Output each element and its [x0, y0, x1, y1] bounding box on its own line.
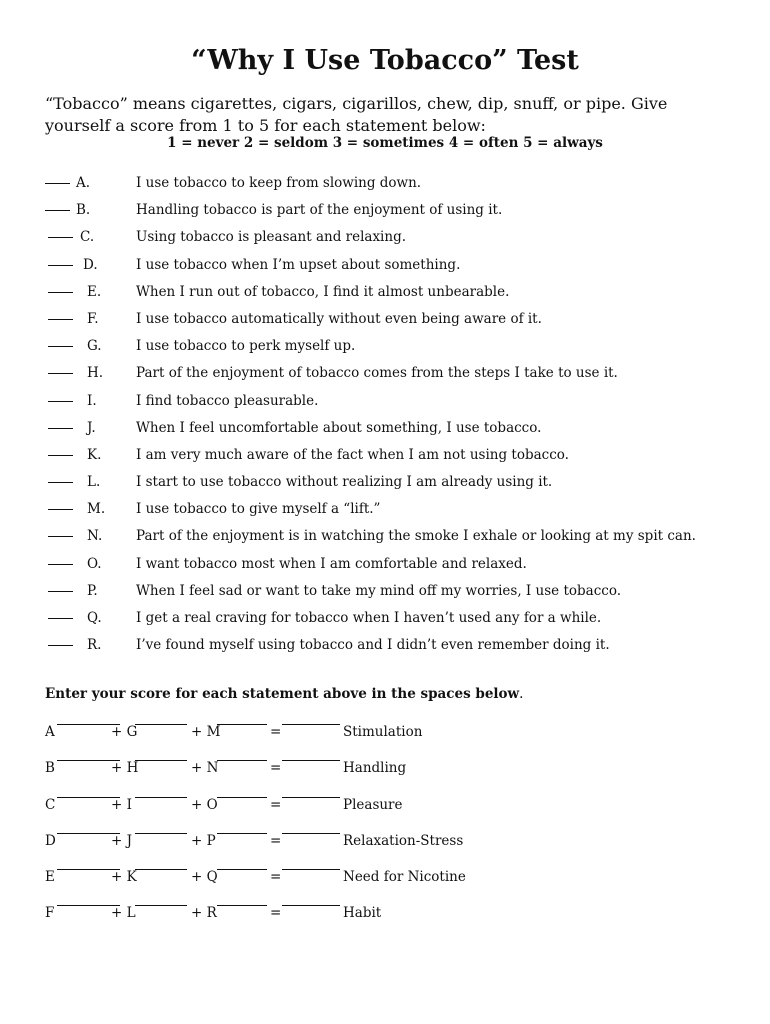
statement-text: Handling tobacco is part of the enjoyment of using it. — [136, 202, 503, 219]
score-plus-3: + N — [191, 760, 219, 777]
statement-text: Part of the enjoyment of tobacco comes from the steps I take to use it. — [136, 365, 618, 382]
score-line[interactable] — [217, 869, 267, 870]
statement-letter: A. — [76, 175, 91, 191]
enter-instruction-period: . — [519, 686, 524, 702]
score-letter: E — [45, 869, 55, 886]
score-letter: C — [45, 796, 56, 813]
page-title: “Why I Use Tobacco” Test — [191, 45, 579, 76]
statement-list — [0, 172, 770, 661]
score-plus-2: + G — [111, 724, 138, 740]
score-blank[interactable] — [48, 346, 73, 347]
statement-text: Part of the enjoyment is in watching the smoke I exhale or looking at my spit can. — [136, 528, 696, 545]
score-plus-3: + Q — [191, 869, 218, 886]
statement-text: When I feel sad or want to take my mind off my worries, I use tobacco. — [136, 582, 622, 599]
statement-row — [0, 199, 770, 226]
statement-letter: E. — [87, 283, 102, 300]
score-line[interactable] — [135, 869, 187, 870]
statement-letter: F. — [87, 310, 99, 327]
statement-text: I use tobacco automatically without even being aware of it. — [136, 310, 542, 327]
score-row — [45, 867, 745, 903]
statement-text: I use tobacco to perk myself up. — [136, 338, 356, 355]
score-equals: = — [270, 796, 282, 813]
statement-row — [0, 471, 770, 498]
statement-row — [0, 362, 770, 389]
score-plus-2: + I — [111, 796, 132, 813]
score-equals: = — [270, 724, 282, 740]
total-line[interactable] — [282, 797, 340, 798]
score-blank[interactable] — [45, 183, 70, 184]
statement-letter: R. — [87, 637, 102, 654]
score-scale: 1 = never 2 = seldom 3 = sometimes 4 = often 5 = always — [167, 135, 603, 151]
score-plus-2: + L — [111, 905, 136, 922]
total-line[interactable] — [282, 760, 340, 761]
category-label: Pleasure — [343, 796, 403, 813]
intro-text: “Tobacco” means cigarettes, cigars, cigarillos, chew, dip, snuff, or pipe. Give yourself a score from 1 to 5 for each statement below: — [45, 94, 668, 135]
statement-letter: C. — [80, 229, 95, 246]
score-blank[interactable] — [48, 618, 73, 619]
score-equals: = — [270, 869, 282, 886]
score-row — [45, 903, 745, 939]
score-plus-3: + O — [191, 796, 218, 813]
score-letter: D — [45, 832, 56, 849]
score-plus-3: + P — [191, 832, 216, 849]
statement-row — [0, 417, 770, 444]
statement-row — [0, 525, 770, 552]
score-blank[interactable] — [48, 401, 73, 402]
score-letter: F — [45, 905, 55, 922]
statement-text: I am very much aware of the fact when I am not using tobacco. — [136, 446, 569, 463]
score-blank[interactable] — [48, 237, 73, 238]
statement-text: I use tobacco when I’m upset about something. — [136, 256, 461, 273]
score-row — [45, 722, 745, 758]
statement-letter: B. — [76, 202, 91, 219]
statement-row — [0, 634, 770, 661]
statement-row — [0, 498, 770, 525]
statement-letter: O. — [87, 555, 102, 572]
score-line[interactable] — [135, 797, 187, 798]
statement-text: When I feel uncomfortable about something, I use tobacco. — [136, 419, 542, 436]
enter-instruction-text: Enter your score for each statement above in the spaces below — [45, 686, 520, 702]
score-line[interactable] — [217, 905, 267, 906]
score-row — [45, 795, 745, 831]
statement-letter: M. — [87, 501, 106, 518]
statement-letter: N. — [87, 528, 103, 545]
score-equals: = — [270, 760, 282, 777]
score-plus-2: + H — [111, 760, 139, 777]
category-label: Handling — [343, 760, 407, 777]
total-line[interactable] — [282, 833, 340, 834]
statement-text: When I run out of tobacco, I find it almost unbearable. — [136, 283, 510, 300]
statement-row — [0, 335, 770, 362]
score-blank[interactable] — [48, 455, 73, 456]
score-letter: B — [45, 760, 55, 777]
score-line[interactable] — [135, 833, 187, 834]
statement-letter: P. — [87, 582, 98, 599]
statement-row — [0, 226, 770, 253]
score-plus-2: + J — [111, 832, 133, 849]
statement-text: I find tobacco pleasurable. — [136, 392, 319, 409]
statement-text: I want tobacco most when I am comfortable and relaxed. — [136, 555, 527, 572]
score-equals: = — [270, 905, 282, 922]
statement-text: Using tobacco is pleasant and relaxing. — [136, 229, 406, 246]
total-line[interactable] — [282, 869, 340, 870]
score-line[interactable] — [217, 760, 267, 761]
statement-text: I’ve found myself using tobacco and I didn’t even remember doing it. — [136, 637, 610, 654]
statement-text: I start to use tobacco without realizing I am already using it. — [136, 474, 553, 491]
statement-text: I use tobacco to give myself a “lift.” — [136, 501, 381, 518]
statement-letter: K. — [87, 446, 102, 463]
category-label: Relaxation-Stress — [343, 832, 464, 849]
score-blank[interactable] — [48, 645, 73, 646]
statement-letter: G. — [87, 338, 102, 355]
statement-text: I get a real craving for tobacco when I haven’t used any for a while. — [136, 610, 602, 626]
score-blank[interactable] — [48, 292, 73, 293]
score-blank[interactable] — [48, 564, 73, 565]
category-label: Habit — [343, 905, 382, 922]
score-blank[interactable] — [48, 319, 73, 320]
score-line[interactable] — [135, 724, 187, 725]
score-row — [45, 758, 745, 794]
score-blank[interactable] — [48, 428, 73, 429]
score-line[interactable] — [135, 760, 187, 761]
score-row — [45, 831, 745, 867]
score-line[interactable] — [217, 797, 267, 798]
score-blank[interactable] — [45, 210, 70, 211]
statement-text: I use tobacco to keep from slowing down. — [136, 175, 422, 191]
statement-letter: L. — [87, 474, 101, 491]
score-plus-2: + K — [111, 869, 137, 886]
statement-letter: H. — [87, 365, 104, 382]
score-blank[interactable] — [48, 373, 73, 374]
score-line[interactable] — [217, 833, 267, 834]
category-label: Stimulation — [343, 724, 423, 740]
statement-row — [0, 172, 770, 199]
score-plus-3: + R — [191, 905, 217, 922]
statement-letter: I. — [87, 392, 97, 409]
score-blank[interactable] — [48, 265, 73, 266]
score-equals: = — [270, 832, 282, 849]
total-line[interactable] — [282, 905, 340, 906]
category-label: Need for Nicotine — [343, 869, 466, 886]
statement-row — [0, 607, 770, 634]
score-blank[interactable] — [48, 591, 73, 592]
total-line[interactable] — [282, 724, 340, 725]
score-letter: A — [45, 724, 55, 740]
statement-letter: D. — [83, 256, 98, 273]
statement-row — [0, 553, 770, 580]
statement-row — [0, 390, 770, 417]
statement-row — [0, 580, 770, 607]
statement-row — [0, 281, 770, 308]
statement-row — [0, 444, 770, 471]
score-line[interactable] — [135, 905, 187, 906]
statement-row — [0, 308, 770, 335]
statement-letter: Q. — [87, 610, 102, 626]
score-blank[interactable] — [48, 509, 73, 510]
score-plus-3: + M — [191, 724, 221, 740]
enter-instruction — [45, 686, 523, 702]
score-rows — [45, 722, 745, 940]
statement-letter: J. — [87, 419, 96, 436]
score-blank[interactable] — [48, 536, 73, 537]
statement-row — [0, 254, 770, 281]
score-line[interactable] — [217, 724, 267, 725]
score-blank[interactable] — [48, 482, 73, 483]
